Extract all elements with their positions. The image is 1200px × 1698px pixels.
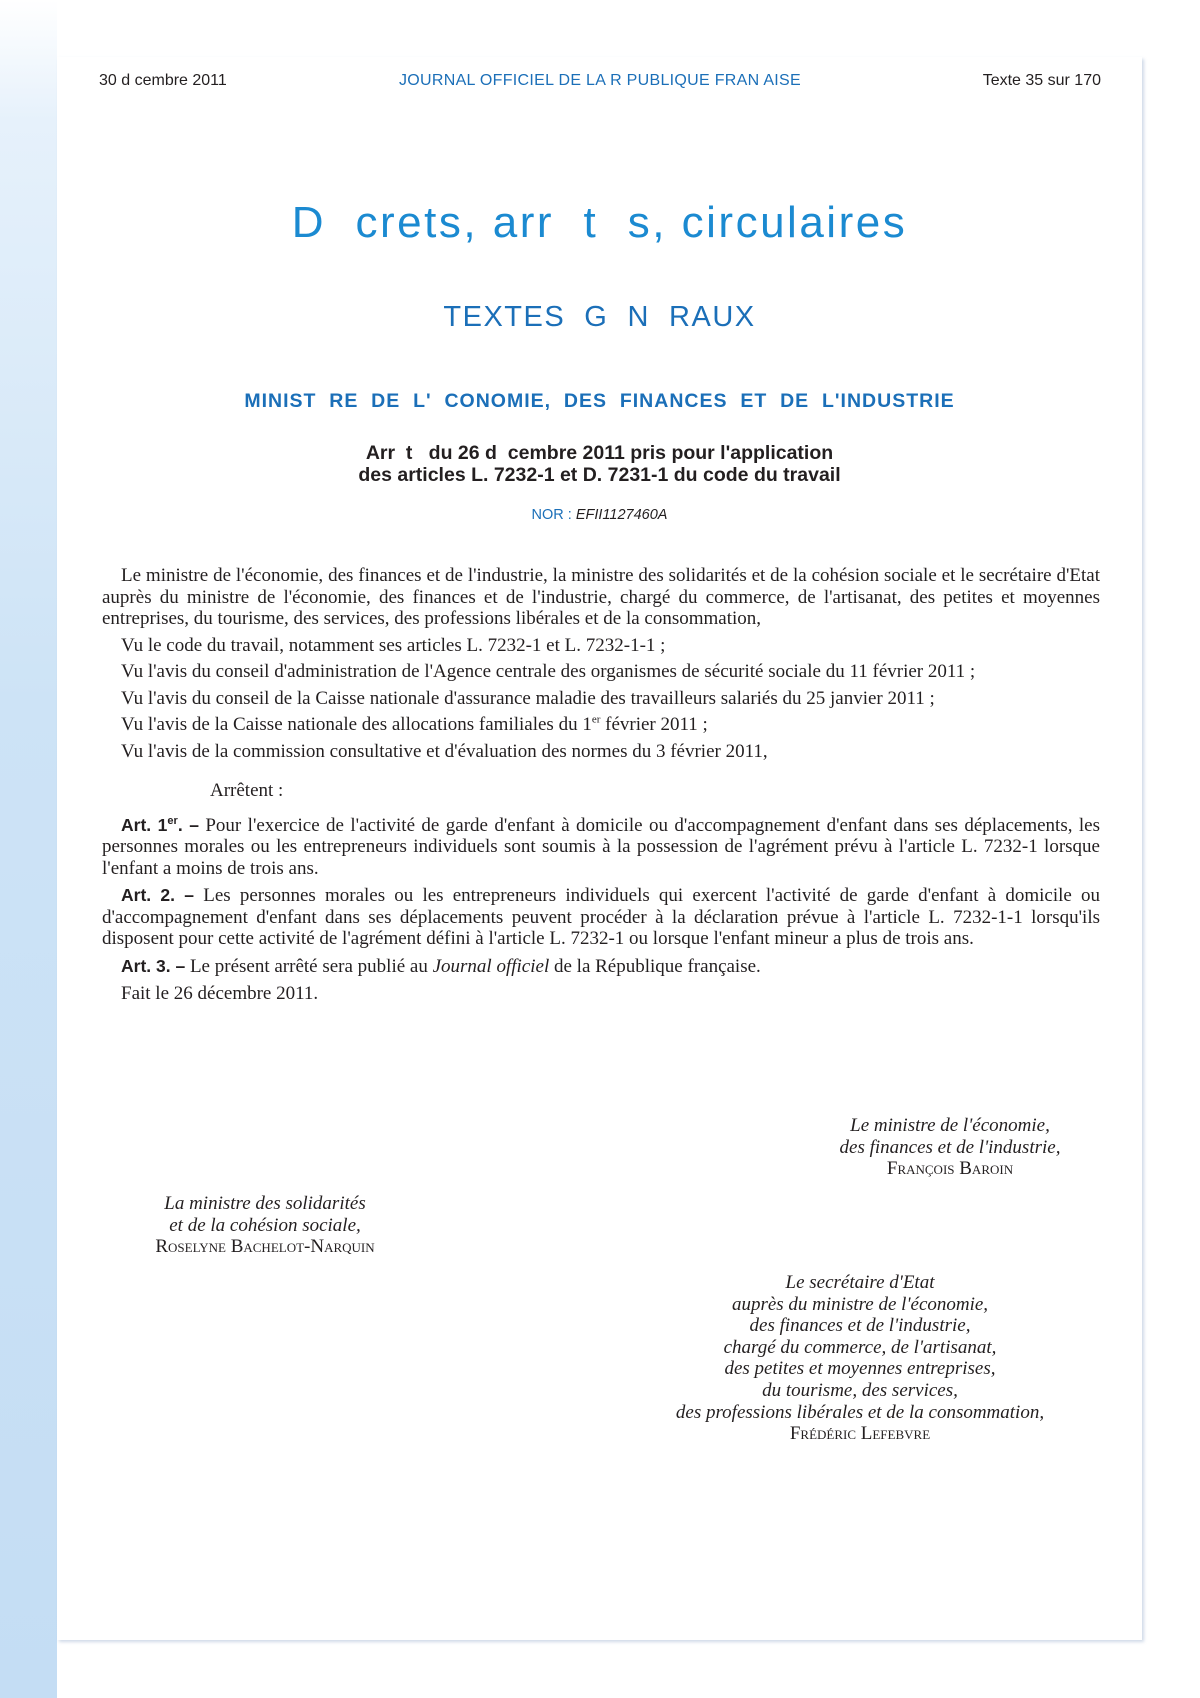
signature-ministre-solidarites xyxy=(100,1193,430,1258)
header-text-number: Texte 35 sur 170 xyxy=(982,72,1101,89)
signature-3-line-7: des professions libérales et de la consommation, xyxy=(675,1401,1045,1423)
article-1-label-text: Art. 1 xyxy=(121,814,168,835)
ministry-heading: MINIST RE DE L' CONOMIE, DES FINANCES ET DE L'INDUSTRIE xyxy=(244,390,955,412)
visa-4-superscript: er xyxy=(591,713,601,726)
document-body xyxy=(102,565,1100,1010)
signature-3-line-5: des petites et moyennes entreprises, xyxy=(724,1358,996,1380)
signature-1-line-1: Le ministre de l'économie, xyxy=(850,1115,1050,1136)
signature-3-name: Frédéric Lefebvre xyxy=(789,1423,931,1445)
left-margin-band xyxy=(0,0,57,1698)
nor-code: EFII1127460A xyxy=(575,507,668,523)
article-3-text: Le présent arrêté sera publié au xyxy=(185,955,433,977)
arrete-title-line-1: Arr t du 26 d cembre 2011 pris pour l'application xyxy=(365,442,834,464)
article-3-label: Art. 3. – xyxy=(121,955,186,976)
signature-ministre-economie xyxy=(790,1115,1110,1180)
fait-le: Fait le 26 décembre 2011. xyxy=(121,983,319,1004)
visa-5: Vu l'avis de la commission consultative et d'évaluation des normes du 3 février 2011, xyxy=(121,740,768,762)
signature-1-line-2: des finances et de l'industrie, xyxy=(839,1136,1061,1158)
signature-3-line-2: auprès du ministre de l'économie, xyxy=(731,1293,989,1315)
article-1-label-dash: . – xyxy=(177,814,199,835)
page-header xyxy=(99,72,1101,96)
main-title: D crets, arr t s, circulaires xyxy=(291,198,908,247)
signature-3-line-4: chargé du commerce, de l'artisanat, xyxy=(723,1336,997,1358)
visa-4-text: Vu l'avis de la Caisse nationale des allocations familiales du 1 xyxy=(121,714,592,735)
article-3 xyxy=(102,956,1100,978)
nor-label: NOR : xyxy=(531,507,572,523)
signature-2-line-2: et de la cohésion sociale, xyxy=(169,1214,361,1236)
article-1-label-sup: er xyxy=(167,814,178,827)
visa-4-text-end: février 2011 ; xyxy=(600,714,708,735)
visa-3: Vu l'avis du conseil de la Caisse nationale d'assurance maladie des travailleurs salariés du 25 janvier 2011 ; xyxy=(121,687,935,709)
signature-2-line-1: La ministre des solidarités xyxy=(164,1193,366,1214)
visa-2: Vu l'avis du conseil d'administration de l'Agence centrale des organismes de sécurité sociale du 11 février 2011 ; xyxy=(121,661,976,682)
article-2 xyxy=(102,885,1100,950)
arretent: Arrêtent : xyxy=(210,780,284,801)
signature-secretaire-etat xyxy=(600,1272,1120,1445)
arrete-title xyxy=(57,442,1142,486)
article-1-text: Pour l'exercice de l'activité de garde d'enfant à domicile ou d'accompagnement d'enfant dans ses déplacements, les personnes morales ou les entrepreneurs individuels sont soumis à la possession de l'agrément prévu à l'article L. 7232-1 lorsque l'enfant a moins de trois ans. xyxy=(102,814,1100,879)
visa-1: Vu le code du travail, notamment ses articles L. 7232-1 et L. 7232-1-1 ; xyxy=(121,634,666,656)
signature-3-line-3: des finances et de l'industrie, xyxy=(749,1315,971,1337)
header-journal-title: JOURNAL OFFICIEL DE LA R PUBLIQUE FRAN AISE xyxy=(398,72,802,89)
header-date: 30 d cembre 2011 xyxy=(99,72,227,89)
article-3-text-end: de la République française. xyxy=(549,955,761,977)
section-title: TEXTES G N RAUX xyxy=(443,301,756,333)
article-2-label: Art. 2. – xyxy=(121,885,195,905)
article-2-text: Les personnes morales ou les entrepreneurs individuels qui exercent l'activité de garde d'enfant à domicile ou d'accompagnement d'enfant dans ses déplacements peuvent procéder à la déclaration prévue à l'article L. 7232-1-1 lorsqu'ils disposent pour cette activité de l'agrément défini à l'article L. 7232-1 ou lorsque l'enfant mineur a plus de trois ans. xyxy=(102,885,1100,949)
signature-1-name: François Baroin xyxy=(886,1158,1014,1180)
signature-3-line-1: Le secrétaire d'Etat xyxy=(785,1272,935,1293)
signature-3-line-6: du tourisme, des services, xyxy=(762,1379,958,1401)
article-1 xyxy=(102,815,1100,880)
signature-2-name: Roselyne Bachelot-Narquin xyxy=(155,1236,375,1258)
preamble: Le ministre de l'économie, des finances et de l'industrie, la ministre des solidarités et de la cohésion sociale et le secrétaire d'Etat auprès du ministre de l'économie, des finances et de l'industrie, chargé du commerce, de l'artisanat, des petites et moyennes entreprises, du tourisme, des services, des professions libérales et de la consommation, xyxy=(102,565,1100,629)
nor-reference xyxy=(57,507,1142,523)
visa-4 xyxy=(102,714,1100,736)
arrete-title-line-2: des articles L. 7232-1 et D. 7231-1 du code du travail xyxy=(358,464,841,486)
article-3-journal-officiel: Journal officiel xyxy=(432,955,550,977)
article-1-label xyxy=(121,815,199,835)
